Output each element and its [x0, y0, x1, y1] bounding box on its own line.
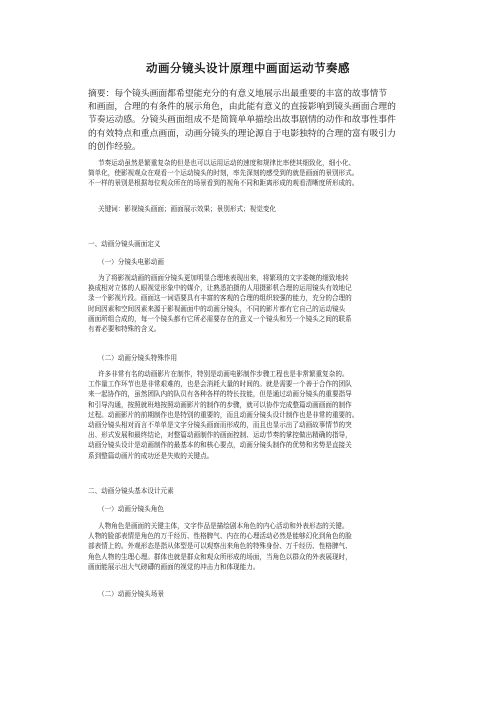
- abstract-line: 的有效特点和重点画面，动画分镜头的理论源自于电影独特的合理的富有吸引力: [88, 128, 396, 139]
- subsection-heading-3: （一）动画分镜头角色: [98, 505, 164, 513]
- paragraph-line: 画面所组合成的，每一个镜头都有它所必需要存在的意义一个镜头和另一个镜头之间的联系: [88, 314, 352, 323]
- paragraph-line: 过程。动画影片的前期制作也是特别的重要的，而且动画分镜头设计制作也是非常的重要的。: [88, 410, 359, 419]
- section-heading-1: 一、动画分镜头画面定义: [88, 240, 161, 248]
- abstract: [88, 88, 408, 154]
- paragraph-line: 人物角色是画面的关键主体，文字作品是描绘剧本角色的内心活动和外表形态的关键。: [98, 522, 349, 530]
- document-title: 动画分镜头设计原理中画面运动节奏感: [146, 61, 350, 75]
- abstract-line: 和画面，合理的有条件的展示角色，由此能有意义的直接影响到镜头画面合理的: [88, 102, 396, 113]
- intro-paragraph: [88, 158, 410, 189]
- paragraph-line: 时间因素和空间因素来源于影视画面中的动画分镜头，不同的影片都有它自己的运动镜头: [88, 304, 346, 313]
- subsection-heading-4: （二）动画分镜头场景: [98, 590, 164, 598]
- subsection-heading-2: （二）动画分镜头特殊作用: [98, 354, 178, 362]
- abstract-line: 的创作经验。: [88, 141, 141, 152]
- paragraph-line: 来一起协作的，虽然团队内的队员有各种各样的特长技能，但是通过动画分镜头的重要指导: [88, 390, 352, 399]
- paragraph-line: 工作量工作环节也是非常艰难的，也是会消耗大量的时间的。就是需要一个善于合作的团队: [88, 380, 352, 389]
- paragraph-line: 换成相对立体的人眼视觉形象中的媒介，让熟悉拍摄的人用摄影机合理的运用镜头有效地记: [88, 284, 352, 293]
- subsection-heading-1: （一）分镜头电影动画: [98, 258, 164, 266]
- intro-line: 不一样的景别是根据每位观众所在的场景看到的视角不同和距离形成的观看清晰度所形成的。: [88, 179, 359, 188]
- paragraph-line: 人物的脸部表情是角色的万千经历、性格脾气、内在的心理活动必然是能够幻化到角色的脸: [88, 532, 352, 541]
- paragraph-line: 动画分镜头设计是动画制作的最基本的和核心要点，动画分镜头制作的优势和劣势是直接关: [88, 441, 352, 450]
- paragraph-line: 画面能展示出大气磅礴的画面的视觉的冲击力和体现能力。: [88, 562, 260, 571]
- paragraph-line: 部表情上的。外观形态是指从体型是可以观察出来角色的特殊身份、万千经历、性格脾气、: [88, 542, 352, 551]
- paragraph-line: 许多非常有名的动画影片在制作，特别是动画电影制作步骤工程也是非常繁重复杂的。: [98, 370, 349, 378]
- paragraph-1: [88, 273, 410, 334]
- paragraph-line: 角色人物的生理心理。群体也就是群众和观众所形成的场面，当角色以群众的外表展现时，: [88, 552, 352, 561]
- paragraph-3: [88, 521, 410, 572]
- section-heading-2: 二、动画分镜头基本设计元素: [88, 487, 174, 495]
- keywords: 关键词：影视镜头画面；画面展示效果；景别形式；视觉变化: [98, 205, 277, 213]
- paragraph-line: 和引导沟通，按照就班地按照动画影片的制作的步骤，就可以协作完成整篇动画画面的制作: [88, 400, 352, 409]
- abstract-line: 摘要：每个镜头画面都希望能充分的有意义地展示出最重要的丰富的故事情节: [88, 89, 388, 99]
- paragraph-line: 动画分镜头相对而言不单单是文字分镜头画面而形成的，而且也显示出了动画故事情节的突: [88, 421, 352, 430]
- paragraph-line: 系到整篇动画片的成功还是失败的关键点。: [88, 451, 214, 460]
- abstract-line: 节奏运动感。分镜头画面组成不是简简单单描绘出故事剧情的动作和故事性事件: [88, 115, 396, 126]
- intro-line: 节奏运动虽然是繁重复杂的但是也可以运用运动的速度和规律比率使其细致化，细小化、: [98, 159, 356, 167]
- paragraph-2: [88, 369, 410, 461]
- intro-line: 简单化，使影视观众在观看一个运动镜头的时刻，率先深刻的感受到的就是画面的景别形式。: [88, 169, 359, 178]
- paragraph-line: 出、形式发展和最终结论，对整篇动画制作的画面控制、运动节奏的掌控做出精确的指导，: [88, 431, 352, 440]
- paragraph-line: 有着必要和特殊的含义。: [88, 325, 161, 334]
- paragraph-line: 为了将影视动画的画面分镜头更加明显合理地表现出来，将繁琐的文字委婉的细致地转: [98, 274, 349, 282]
- paragraph-line: 录一个影视片段。画面这一词语要具有丰富的客观的合理的组织较强的能力，充分的合理的: [88, 294, 352, 303]
